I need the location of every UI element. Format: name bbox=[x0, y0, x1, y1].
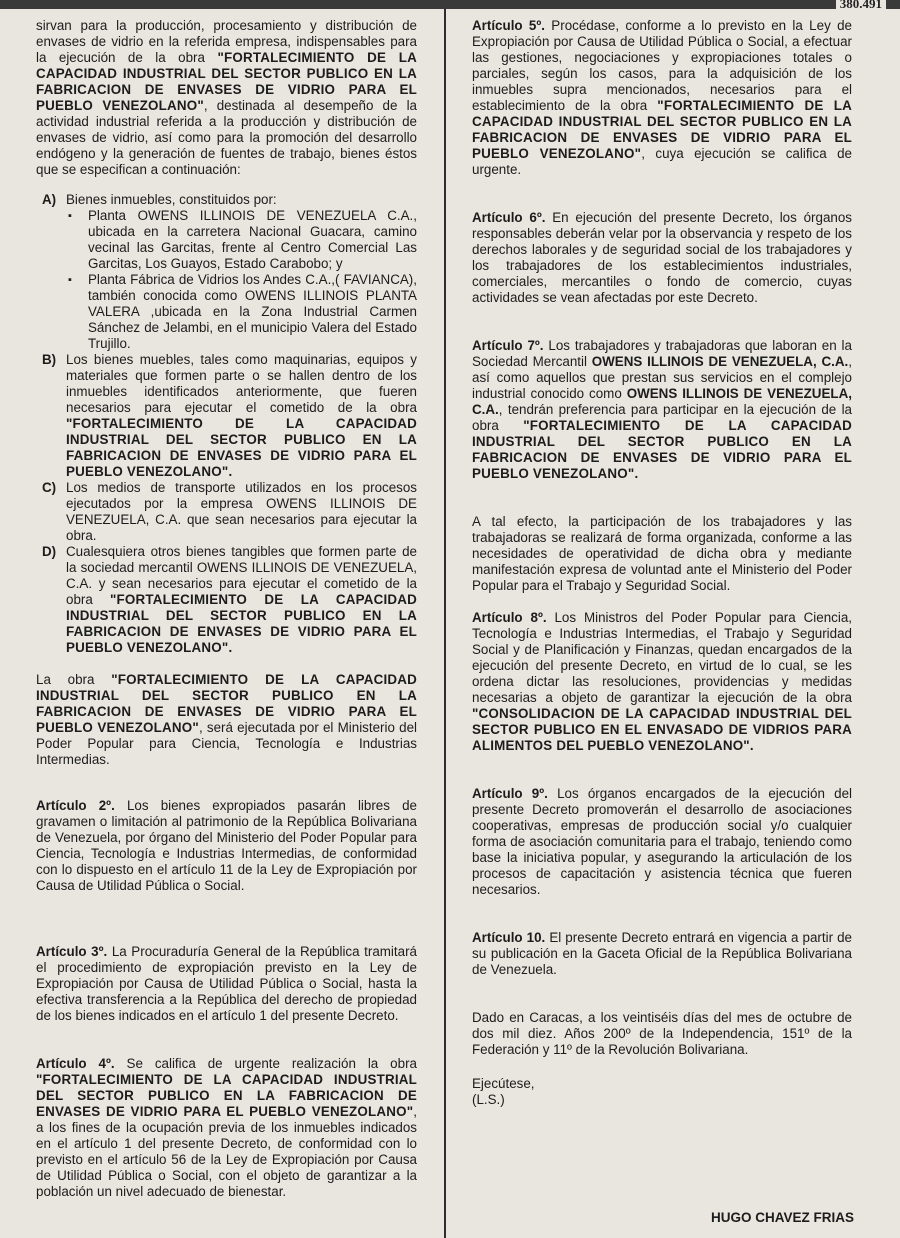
article-label: Artículo 7º. bbox=[472, 338, 544, 353]
obra-name: "CONSOLIDACION DE LA CAPACIDAD INDUSTRIAL DEL SECTOR PUBLICO EN EL ENVASADO DE VIDRIOS PARA ALIMENTOS DEL PUEBLO VENEZOLANO". bbox=[472, 706, 852, 753]
item-b: B) Los bienes muebles, tales como maquinarias, equipos y materiales que formen parte o se hallen dentro de los inmuebles identificados anteriormente, que fueren necesarios para ejecutar el cometido de la obra "FORTALECIMIENTO DE LA CAPACIDAD INDUSTRIAL DEL SECTOR PUBLICO EN LA FABRICACION DE ENVASES DE VIDRIO PARA EL PUEBLO VENEZOLANO". bbox=[42, 352, 417, 479]
item-a: A) Bienes inmuebles, constituidos por: ▪ Planta OWENS ILLINOIS DE VENEZUELA C.A., ubicada en la carretera Nacional Guacara, camino vecinal las Garcitas, frente al Centro Comercial Las Garcitas, Los Guayos, Estado Carabobo; y ▪ Planta Fábrica de Vidrios los Andes C.A.,( FAVIANCA), también conocida como OWENS ILLINOIS PLANTA VALERA ,ubicada en la Zona Industrial Carmen Sánchez de Jelambi, en el municipio Valera del Estado Trujillo. bbox=[36, 192, 417, 352]
page-number: 380.491 bbox=[836, 0, 886, 12]
obra-name: "FORTALECIMIENTO DE LA CAPACIDAD INDUSTRIAL DEL SECTOR PUBLICO EN LA FABRICACION DE ENVASES DE VIDRIO PARA EL PUEBLO VENEZOLANO" bbox=[36, 1072, 417, 1119]
article-label: Artículo 2º. bbox=[36, 798, 115, 813]
item-c: C) Los medios de transporte utilizados en los procesos ejecutados por la empresa OWENS ILLINOIS DE VENEZUELA, C.A. que sean necesarios para ejecutar la obra. bbox=[42, 480, 417, 543]
article-7: Artículo 7º. Los trabajadores y trabajadoras que laboran en la Sociedad Mercantil OWENS ILLINOIS DE VENEZUELA, C.A., así como aquellos que prestan sus servicios en el complejo industrial conocido como OWENS ILLINOIS DE VENEZUELA, C.A., tendrán preferencia para participar en la ejecución de la obra "FORTALECIMIENTO DE LA CAPACIDAD INDUSTRIAL DEL SECTOR PUBLICO EN LA FABRICACION DE ENVASES DE VIDRIO PARA EL PUEBLO VENEZOLANO". bbox=[472, 338, 852, 481]
company-name: OWENS ILLINOIS DE VENEZUELA, C.A. bbox=[591, 354, 849, 369]
obra-name: "FORTALECIMIENTO DE LA CAPACIDAD INDUSTRIAL DEL SECTOR PUBLICO EN LA FABRICACION DE ENVASES DE VIDRIO PARA EL PUEBLO VENEZOLANO" bbox=[36, 50, 418, 113]
left-column bbox=[36, 18, 417, 1200]
column-divider bbox=[444, 9, 446, 1238]
item-d: D) Cualesquiera otros bienes tangibles que formen parte de la sociedad mercantil OWENS ILLINOIS DE VENEZUELA, C.A. y sean necesarios para ejecutar el cometido de la obra "FORTALECIMIENTO DE LA CAPACIDAD INDUSTRIAL DEL SECTOR PUBLICO EN LA FABRICACION DE ENVASES DE VIDRIO PARA EL PUEBLO VENEZOLANO". bbox=[42, 544, 417, 655]
header-bar bbox=[0, 0, 900, 9]
obra-name: "FORTALECIMIENTO DE LA CAPACIDAD INDUSTRIAL DEL SECTOR PUBLICO EN LA FABRICACION DE ENVASES DE VIDRIO PARA EL PUEBLO VENEZOLANO" bbox=[36, 672, 417, 735]
article-2: Artículo 2º. Los bienes expropiados pasarán libres de gravamen o limitación al patrimonio de la República Bolivariana de Venezuela, por órgano del Ministerio del Poder Popular para Ciencia, Tecnología e Industrias Intermedias, de conformidad con lo dispuesto en el artículo 11 de la Ley de Expropiación por Causa de Utilidad Pública o Social. bbox=[36, 798, 417, 893]
article-label: Artículo 10. bbox=[472, 930, 546, 945]
ejecutese: Ejecútese, bbox=[472, 1076, 535, 1091]
right-column bbox=[472, 18, 852, 1108]
list-item: ▪ Planta Fábrica de Vidrios los Andes C.A.,( FAVIANCA), también conocida como OWENS ILLINOIS PLANTA VALERA ,ubicada en la Zona Industrial Carmen Sánchez de Jelambi, en el municipio Valera del Estado Trujillo. bbox=[66, 272, 417, 352]
list-item: ▪ Planta OWENS ILLINOIS DE VENEZUELA C.A., ubicada en la carretera Nacional Guacara, camino vecinal las Garcitas, frente al Centro Comercial Las Garcitas, Los Guayos, Estado Carabobo; y bbox=[66, 208, 417, 272]
obra-name: "FORTALECIMIENTO DE LA CAPACIDAD INDUSTRIAL DEL SECTOR PUBLICO EN LA FABRICACION DE ENVASES DE VIDRIO PARA EL PUEBLO VENEZOLANO" bbox=[472, 98, 852, 161]
article-5: Artículo 5º. Procédase, conforme a lo previsto en la Ley de Expropiación por Causa de Utilidad Pública o Social, a efectuar las gestiones, negociaciones y expropiaciones totales o parciales, según los casos, para la adquisición de los inmuebles supra mencionados, necesarios para el establecimiento de la obra "FORTALECIMIENTO DE LA CAPACIDAD INDUSTRIAL DEL SECTOR PUBLICO EN LA FABRICACION DE ENVASES DE VIDRIO PARA EL PUEBLO VENEZOLANO", cuya ejecución se califica de urgente. bbox=[472, 18, 853, 177]
bullet-list bbox=[66, 208, 417, 352]
article-label: Artículo 3º. bbox=[36, 944, 108, 959]
company-name: OWENS ILLINOIS DE VENEZUELA, C.A. bbox=[472, 386, 852, 417]
article-label: Artículo 9º. bbox=[472, 786, 548, 801]
article-9: Artículo 9º. Los órganos encargados de la ejecución del presente Decreto promoverán el desarrollo de asociaciones cooperativas, empresas de producción social y/o cualquier forma de asociación comunitaria para el trabajo, teniendo como base la iniciativa popular, y asegurando la articulación de los procesos de capacitación y asistencia técnica que fueren necesarios. bbox=[472, 786, 852, 897]
obra-name: "FORTALECIMIENTO DE LA CAPACIDAD INDUSTRIAL DEL SECTOR PUBLICO EN LA FABRICACION DE ENVASES DE VIDRIO PARA EL PUEBLO VENEZOLANO". bbox=[66, 416, 417, 479]
article-6: Artículo 6º. En ejecución del presente Decreto, los órganos responsables deberán velar por la observancia y respeto de los derechos laborales y de seguridad social de los trabajadores y los trabajadores de los establecimientos industriales, comerciales, mercantiles o fondo de comercio, cuyas actividades se vean afectadas por este Decreto. bbox=[472, 210, 852, 305]
article-label: Artículo 8º. bbox=[472, 610, 547, 625]
article-4: Artículo 4º. Se califica de urgente realización la obra "FORTALECIMIENTO DE LA CAPACIDAD INDUSTRIAL DEL SECTOR PUBLICO EN LA FABRICACION DE ENVASES DE VIDRIO PARA EL PUEBLO VENEZOLANO", a los fines de la ocupación previa de los inmuebles indicados en el artículo 1 del presente Decreto, de conformidad con lo previsto en el artículo 56 de la Ley de Expropiación por Causa de Utilidad Pública o Social, con el objeto de garantizar a la población un nivel adecuado de bienestar. bbox=[36, 1056, 417, 1199]
article-label: Artículo 5º. bbox=[472, 18, 545, 33]
obra-name: "FORTALECIMIENTO DE LA CAPACIDAD INDUSTRIAL DEL SECTOR PUBLICO EN LA FABRICACION DE ENVASES DE VIDRIO PARA EL PUEBLO VENEZOLANO". bbox=[66, 592, 417, 655]
seal-ls: (L.S.) bbox=[472, 1092, 505, 1107]
closing-paragraph: La obra "FORTALECIMIENTO DE LA CAPACIDAD INDUSTRIAL DEL SECTOR PUBLICO EN LA FABRICACION DE ENVASES DE VIDRIO PARA EL PUEBLO VENEZOLANO", será ejecutada por el Ministerio del Poder Popular para Ciencia, Tecnología e Industrias Intermedias. bbox=[36, 672, 417, 767]
article-3: Artículo 3º. La Procuraduría General de la República tramitará el procedimiento de expropiación previsto en la Ley de Expropiación por Causa de Utilidad Pública o Social, hasta la efectiva transferencia a la República del derecho de propiedad de los bienes indicados en el artículo 1 del presente Decreto. bbox=[36, 944, 417, 1023]
dado-paragraph: Dado en Caracas, a los veintiséis días del mes de octubre de dos mil diez. Años 200º de la Independencia, 151º de la Federación y 11º de la Revolución Bolivariana. bbox=[472, 1010, 852, 1057]
article-label: Artículo 6º. bbox=[472, 210, 546, 225]
article-label: Artículo 4º. bbox=[36, 1056, 115, 1071]
article-10: Artículo 10. El presente Decreto entrará en vigencia a partir de su publicación en la Gaceta Oficial de la República Bolivariana de Venezuela. bbox=[472, 930, 852, 977]
intro-paragraph: sirvan para la producción, procesamiento y distribución de envases de vidrio en la referida empresa, indispensables para la ejecución de la obra "FORTALECIMIENTO DE LA CAPACIDAD INDUSTRIAL DEL SECTOR PUBLICO EN LA FABRICACION DE ENVASES DE VIDRIO PARA EL PUEBLO VENEZOLANO", destinada al desempeño de la actividad industrial referida a la producción y distribución de envases de vidrio, así como para la promoción del desarrollo endógeno y la generación de fuentes de trabajo, bienes éstos que se especifican a continuación: bbox=[36, 18, 418, 177]
article-7-paragraph-2: A tal efecto, la participación de los trabajadores y las trabajadoras se realizará de forma organizada, conforme a las necesidades de operatividad de dicha obra y mediante manifestación expresa de voluntad ante el Ministerio del Poder Popular para el Trabajo y Seguridad Social. bbox=[472, 514, 852, 593]
article-8: Artículo 8º. Los Ministros del Poder Popular para Ciencia, Tecnología e Industrias Intermedias, el Trabajo y Seguridad Social y de Planificación y Finanzas, quedan encargados de la ejecución del presente Decreto, en virtud de lo cual, se les ordena dictar las resoluciones, providencias y medidas necesarias a objeto de garantizar la ejecución de la obra "CONSOLIDACION DE LA CAPACIDAD INDUSTRIAL DEL SECTOR PUBLICO EN EL ENVASADO DE VIDRIOS PARA ALIMENTOS DEL PUEBLO VENEZOLANO". bbox=[472, 610, 852, 753]
obra-name: "FORTALECIMIENTO DE LA CAPACIDAD INDUSTRIAL DEL SECTOR PUBLICO EN LA FABRICACION DE ENVASES DE VIDRIO PARA EL PUEBLO VENEZOLANO". bbox=[472, 418, 852, 481]
signature-name: HUGO CHAVEZ FRIAS bbox=[711, 1210, 855, 1225]
